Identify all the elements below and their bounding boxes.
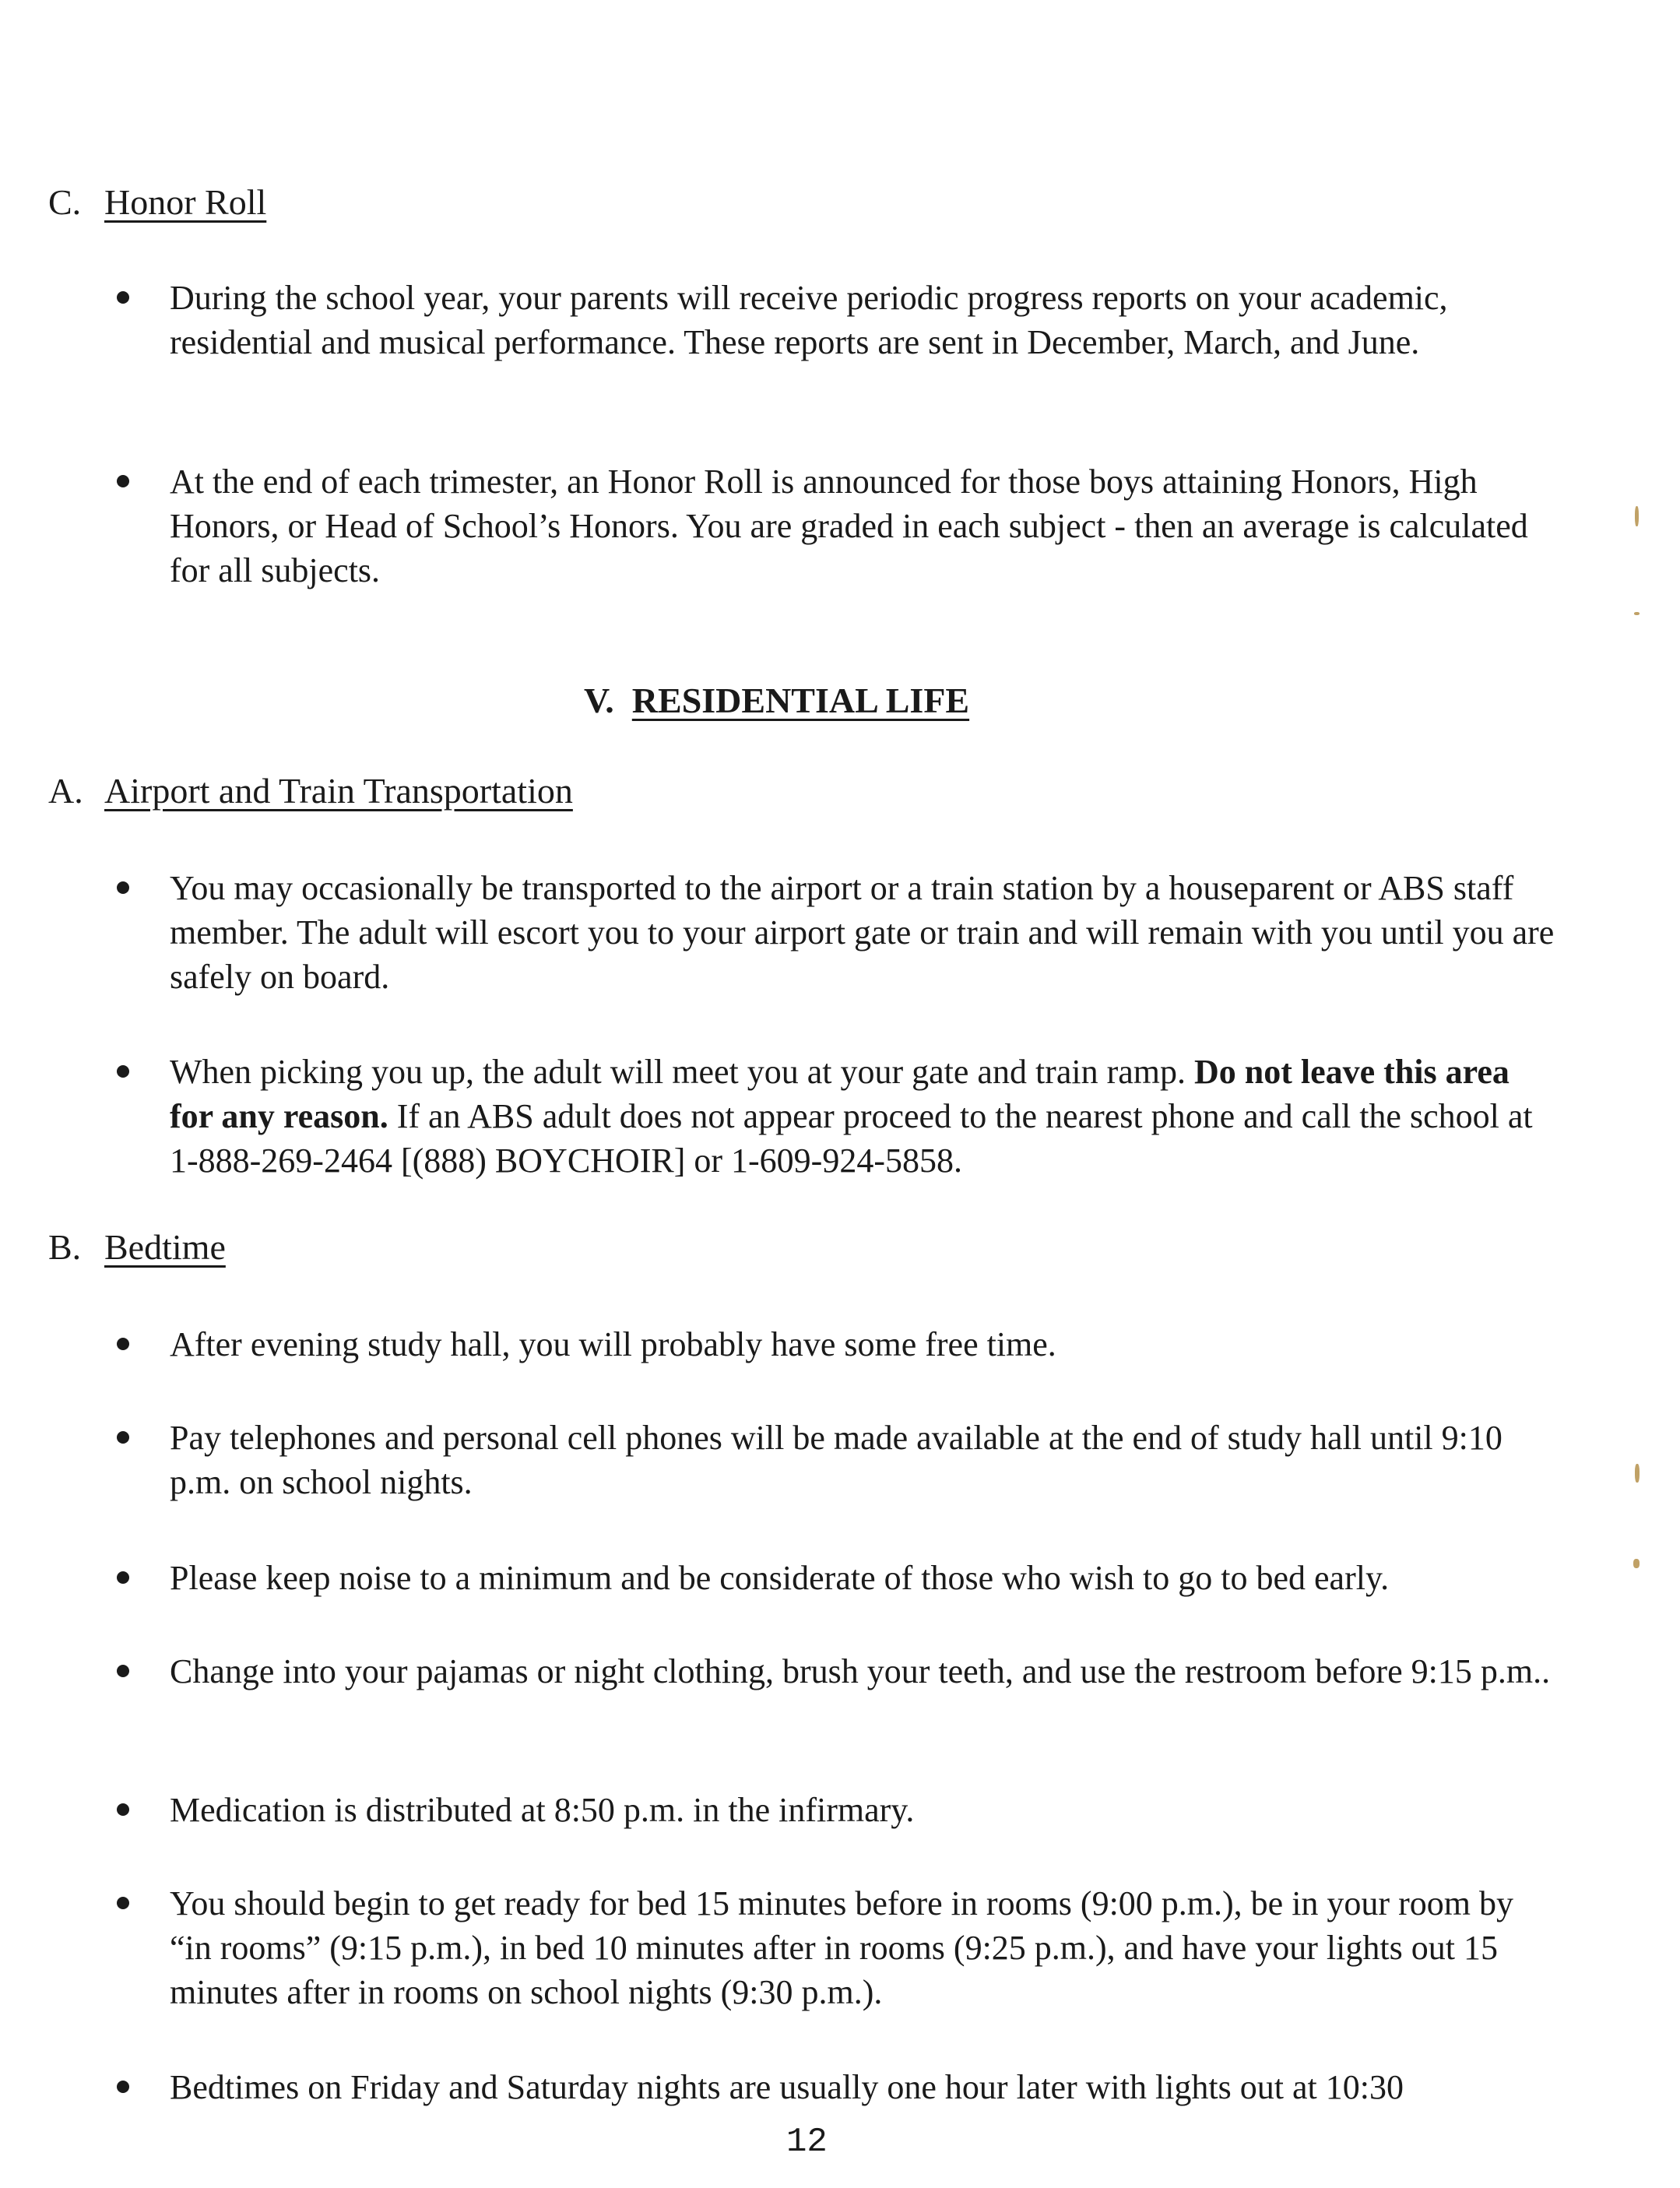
- bullet-icon: [117, 1571, 129, 1584]
- bullet-icon: [117, 881, 129, 894]
- bullet-text: You should begin to get ready for bed 15 minutes before in rooms (9:00 p.m.), be in your room by “in rooms” (9:15 p.m.), in bed 10 minutes after in rooms (9:25 p.m.), and have your lights out 15 minutes after in rooms on school nights (9:30 p.m.).: [170, 1884, 1513, 2011]
- section-c-heading: [48, 181, 266, 224]
- bullet-text: You may occasionally be transported to the airport or a train station by a houseparent or ABS staff member. The adult will escort you to your airport gate or train and will remain with you until you are safely on board.: [170, 869, 1555, 996]
- bullet-text: Pay telephones and personal cell phones will be made available at the end of study hall until 9:10 p.m. on school nights.: [170, 1419, 1503, 1501]
- bullet-text: Please keep noise to a minimum and be considerate of those who wish to go to bed early.: [170, 1559, 1390, 1597]
- section-a-letter: A.: [48, 771, 83, 811]
- section-a-heading: [48, 769, 573, 813]
- scan-speck: [1633, 1559, 1640, 1568]
- scan-speck: [1635, 506, 1639, 526]
- bullet-text: During the school year, your parents will receive periodic progress reports on your academic, residential and musical performance. These reports are sent in December, March, and June.: [170, 279, 1448, 361]
- section-v-title: RESIDENTIAL LIFE: [631, 681, 970, 720]
- bullet-icon: [117, 1665, 129, 1677]
- bullet-text: Change into your pajamas or night clothing, brush your teeth, and use the restroom before 9:15 p.m..: [170, 1652, 1551, 1690]
- bullet-text-part: If an ABS adult does not appear proceed to the nearest phone and call the school at 1-888-269-2464 [(888) BOYCHOIR] or 1-609-924-5858.: [170, 1097, 1533, 1180]
- section-v-heading: [584, 679, 969, 723]
- bullet-icon: [117, 1065, 129, 1078]
- bullet-text: Medication is distributed at 8:50 p.m. in the infirmary.: [170, 1791, 915, 1829]
- section-b-letter: B.: [48, 1227, 82, 1267]
- bullet-text-bold: Do not leave this area for any reason.: [170, 1053, 1510, 1135]
- section-b-heading: [48, 1226, 226, 1269]
- bullet-text: After evening study hall, you will probably have some free time.: [170, 1325, 1056, 1363]
- bullet-text: Bedtimes on Friday and Saturday nights are usually one hour later with lights out at 10:30: [170, 2068, 1404, 2106]
- bullet-text: At the end of each trimester, an Honor Roll is announced for those boys attaining Honors, High Honors, or Head of School’s Honors. You are graded in each subject - then an average is calculated for all subjects.: [170, 463, 1528, 589]
- bullet-text: [170, 1050, 1555, 1183]
- bullet-icon: [117, 475, 129, 487]
- bullet-icon: [117, 291, 129, 304]
- bullet-icon: [117, 1431, 129, 1444]
- bullet-text-part: When picking you up, the adult will meet you at your gate and train ramp.: [170, 1053, 1194, 1091]
- section-a-title: Airport and Train Transportation: [104, 771, 573, 811]
- section-c-title: Honor Roll: [104, 182, 267, 222]
- bullet-icon: [117, 1897, 129, 1909]
- scan-speck: [1635, 1464, 1640, 1483]
- scan-speck: [1634, 612, 1640, 615]
- bullet-icon: [117, 1803, 129, 1816]
- bullet-icon: [117, 2081, 129, 2093]
- section-c-letter: C.: [48, 182, 82, 222]
- page-number: 12: [786, 2123, 828, 2162]
- section-b-title: Bedtime: [104, 1227, 226, 1267]
- section-v-numeral: V.: [584, 681, 614, 720]
- bullet-icon: [117, 1338, 129, 1350]
